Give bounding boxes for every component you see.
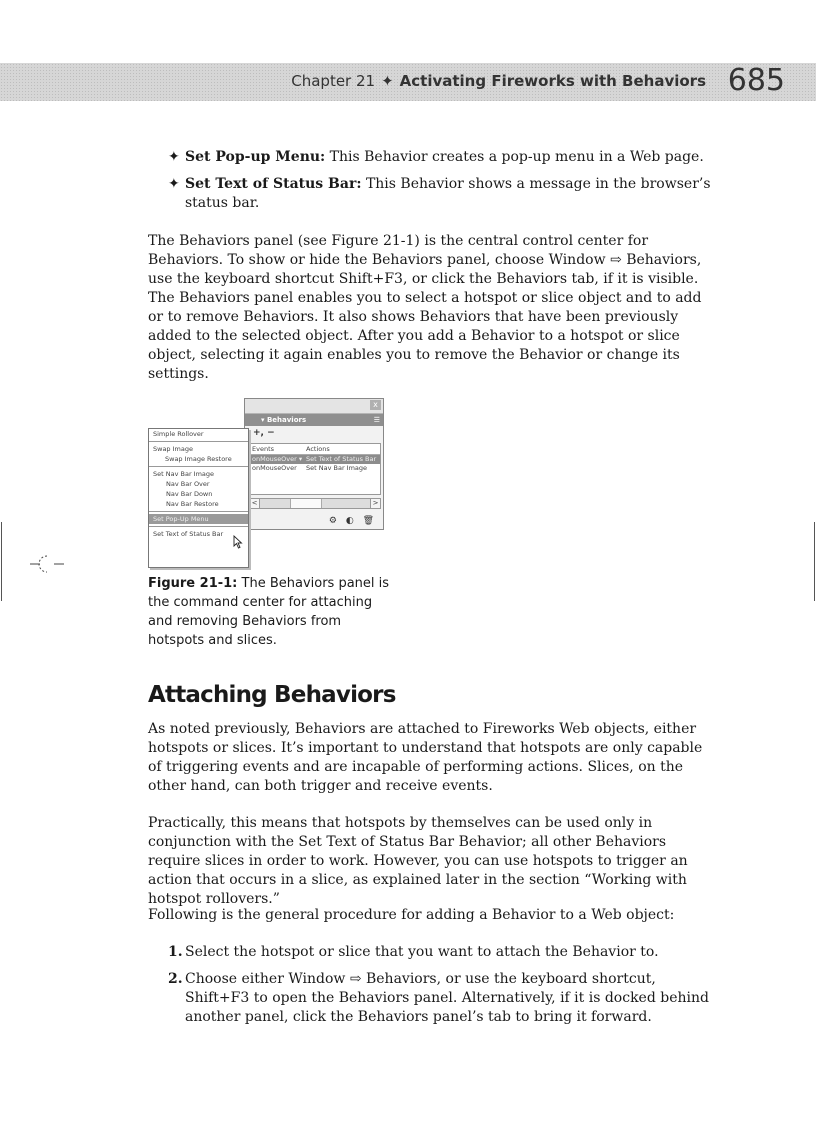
action-cell: Set Text of Status Bar (306, 455, 377, 463)
horizontal-scrollbar[interactable] (249, 498, 381, 509)
bullet-term: Set Text of Status Bar: (185, 176, 362, 192)
bullet-item (168, 148, 728, 167)
action-cell: Set Nav Bar Image (306, 464, 368, 472)
section-heading: Attaching Behaviors (148, 682, 396, 708)
event-cell: onMouseOver (252, 464, 297, 472)
column-events: Events (252, 445, 275, 453)
menu-divider (149, 466, 248, 467)
menu-divider (149, 511, 248, 512)
menu-item[interactable]: Simple Rollover (153, 430, 204, 438)
procedure-steps (168, 943, 720, 1035)
page-number: 685 (727, 63, 785, 98)
body-paragraph: As noted previously, Behaviors are attached to Fireworks Web objects, either hotspots or slices. It’s important to understand that hotspots are only capable of triggering events and are incapable of performing actions. Slices, on the other hand, can both trigger and receive events. (148, 721, 703, 794)
step-text: Choose either Window ⇨ Behaviors, or use the keyboard shortcut, Shift+F3 to open the Behaviors panel. Alternatively, if it is docked behind another panel, click the Behaviors panel’s tab to bring it forward. (185, 971, 709, 1025)
crop-mark-left (1, 522, 2, 601)
bullet-term: Set Pop-up Menu: (185, 149, 326, 165)
figure-screenshot (148, 398, 384, 570)
menu-item[interactable]: Nav Bar Restore (166, 500, 219, 508)
crop-mark-right (814, 522, 815, 601)
bullet-list (168, 148, 728, 221)
diamond-bullet-icon: ✦ (168, 149, 180, 165)
running-header (0, 63, 816, 101)
panel-topbar (245, 399, 383, 414)
add-remove-behavior-buttons[interactable]: +, − (253, 428, 275, 438)
bullet-text: This Behavior shows a message in the browser’s status bar. (185, 176, 711, 211)
panel-title[interactable] (245, 414, 383, 426)
step-number: 2. (168, 971, 183, 987)
body-paragraph: The Behaviors panel (see Figure 21-1) is the central control center for Behaviors. To show or hide the Behaviors panel, choose Window ⇨ Behaviors, use the keyboard shortcut Shift+F3, or click the Behaviors tab, if it is visible. The Behaviors panel enables you to select a hotspot or slice object and to add or to remove Behaviors. It also shows Behaviors that have been previously added to the selected object. After you add a Behavior to a hotspot or slice object, selecting it again enables you to remove the Behavior or change its settings. (148, 233, 702, 382)
options-menu-icon[interactable]: ☰ (373, 416, 380, 424)
chapter-title: Activating Fireworks with Behaviors (399, 72, 706, 90)
event-cell: onMouseOver ▾ (252, 455, 303, 463)
menu-item[interactable]: Swap Image (153, 445, 193, 453)
table-row[interactable] (250, 464, 380, 473)
header-text (291, 72, 706, 90)
body-paragraph: Following is the general procedure for adding a Behavior to a Web object: (148, 907, 675, 923)
behaviors-table (249, 443, 381, 495)
panel-title-label: ▾ Behaviors (261, 416, 307, 424)
menu-item[interactable]: Nav Bar Over (166, 480, 210, 488)
header-separator: ✦ (381, 72, 394, 90)
diamond-bullet-icon: ✦ (168, 176, 180, 192)
panel-bottom-icons[interactable]: ⚙ ◐ 🗑 (328, 516, 377, 526)
figure-label: Figure 21-1: (148, 576, 238, 591)
bullet-text: This Behavior creates a pop-up menu in a Web page. (325, 149, 704, 165)
menu-item[interactable]: Swap Image Restore (165, 455, 232, 463)
column-actions: Actions (306, 445, 330, 453)
step-number: 1. (168, 944, 183, 960)
menu-item[interactable]: Nav Bar Down (166, 490, 213, 498)
mouse-pointer-icon (233, 535, 243, 549)
registration-mark-icon (30, 553, 64, 575)
scroll-right-icon[interactable]: > (370, 499, 380, 508)
close-icon[interactable]: x (370, 400, 381, 410)
caption-text: The Behaviors panel is the command center for attaching and removing Behaviors from hotspots and slices. (148, 576, 390, 648)
menu-divider (149, 441, 248, 442)
figure-caption (148, 574, 393, 650)
body-paragraph: Practically, this means that hotspots by themselves can be used only in conjunction with the Set Text of Status Bar Behavior; all other Behaviors require slices in order to work. However, you can use hotspots to trigger an action that occurs in a slice, as explained later in the section “Working with hotspot rollovers.” (148, 815, 688, 907)
menu-item[interactable]: Set Nav Bar Image (153, 470, 215, 478)
behaviors-panel (244, 398, 384, 530)
step-item (168, 970, 720, 1027)
menu-item-highlighted[interactable]: Set Pop-Up Menu (149, 514, 248, 524)
bullet-item (168, 175, 728, 213)
menu-item[interactable]: Set Text of Status Bar (153, 530, 224, 538)
table-row[interactable] (250, 455, 380, 464)
scroll-left-icon[interactable]: < (250, 499, 260, 508)
step-item (168, 943, 720, 962)
step-text: Select the hotspot or slice that you want to attach the Behavior to. (185, 944, 659, 960)
table-header (250, 444, 380, 455)
chapter-label: Chapter 21 (291, 72, 376, 90)
scroll-thumb[interactable] (290, 499, 322, 508)
menu-divider (149, 526, 248, 527)
